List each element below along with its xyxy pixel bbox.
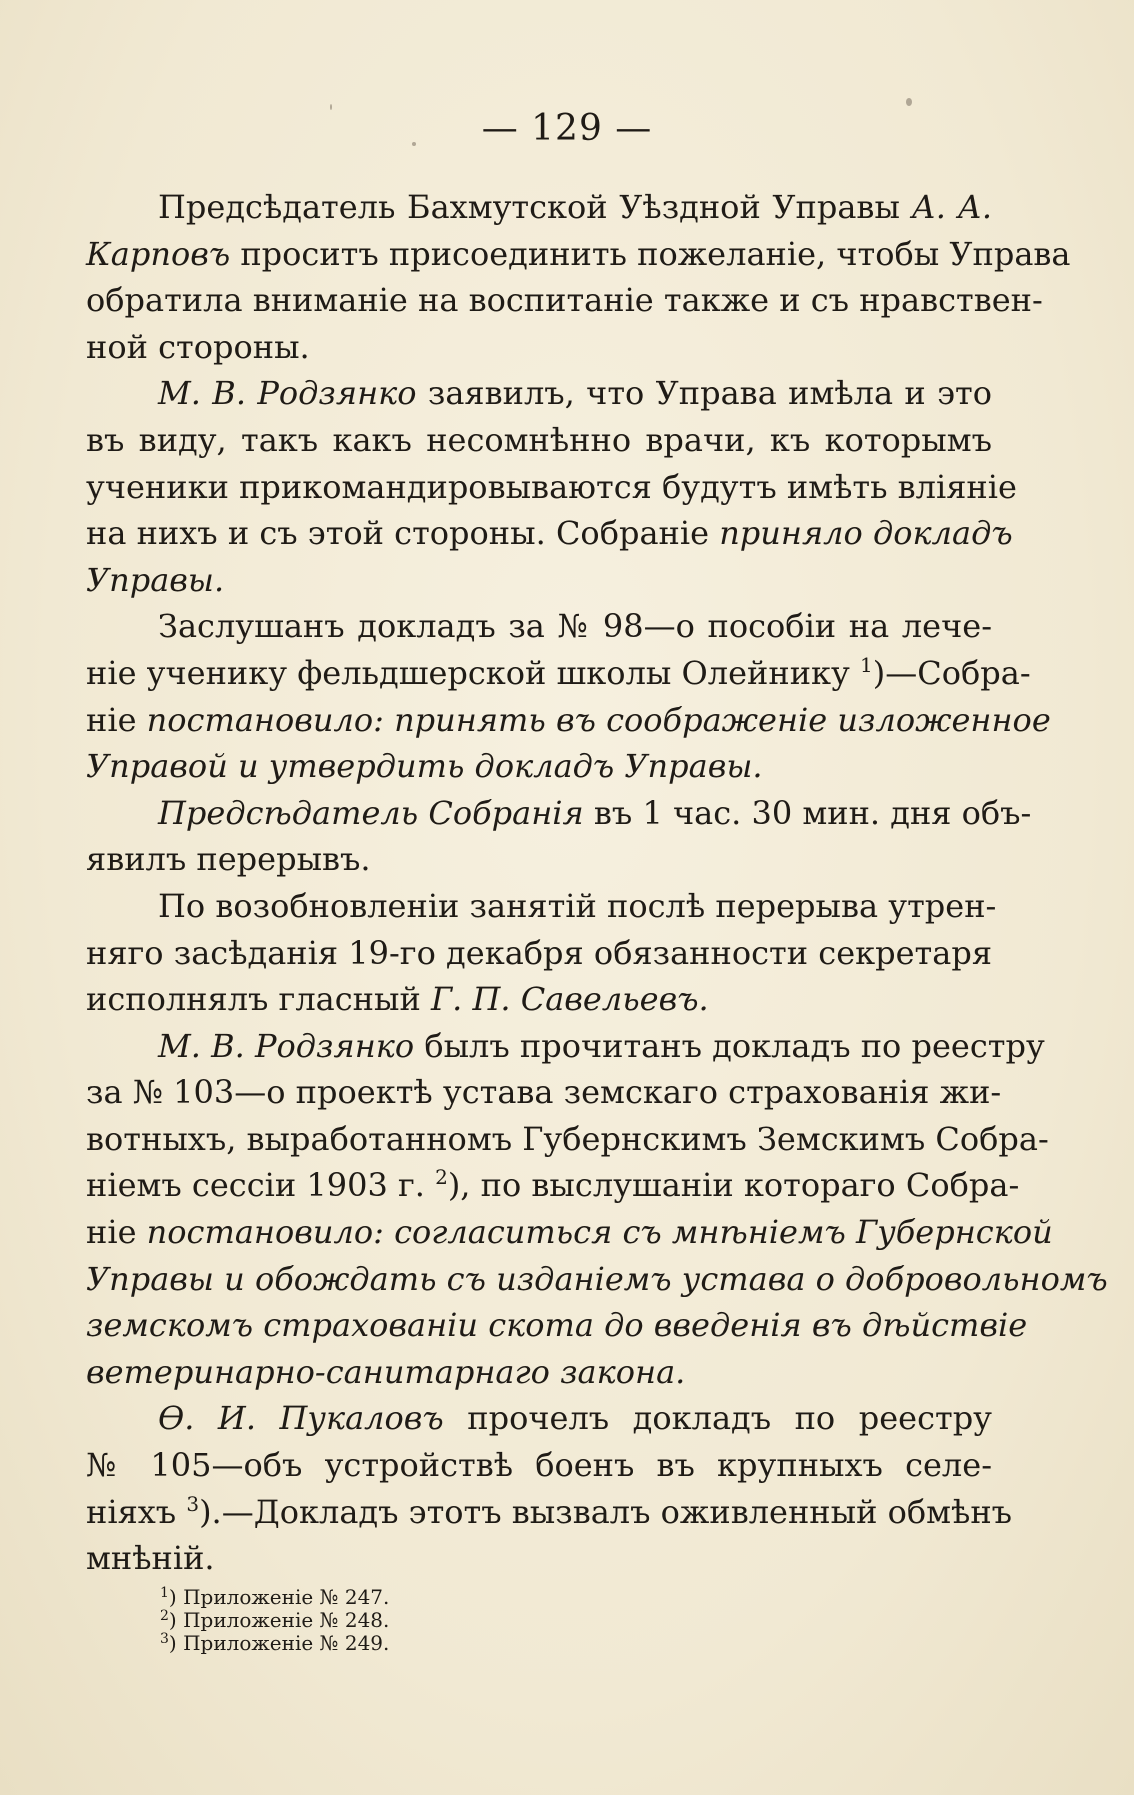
- paper-speck: [412, 142, 416, 146]
- text-run: на нихъ и съ этой стороны. Собраніе: [86, 514, 720, 553]
- italic-text-run: Управой и утвердить докладъ Управы.: [86, 747, 763, 786]
- text-line: [86, 790, 1032, 837]
- text-line: [86, 1256, 1108, 1303]
- text-line: [86, 557, 992, 604]
- italic-text-run: А. А.: [911, 188, 993, 226]
- text-line: [86, 1489, 1012, 1536]
- footnote: [160, 1586, 389, 1609]
- footnote-text: ) Приложеніе № 248.: [168, 1608, 390, 1632]
- italic-text-run: Ѳ. И. Пукаловъ: [158, 1399, 444, 1438]
- text-line: [86, 883, 997, 930]
- text-line: [86, 464, 1017, 511]
- italic-text-run: М. В. Родзянко: [158, 374, 417, 413]
- text-line: [86, 324, 992, 371]
- paragraph: [86, 603, 1051, 789]
- footnote: [160, 1632, 389, 1655]
- text-run: няго засѣданія 19-го декабря обязанности секретаря: [86, 933, 992, 972]
- text-line: [86, 836, 992, 883]
- text-line: [86, 1395, 992, 1442]
- text-run: )—Собра-: [872, 653, 1031, 692]
- footnote-mark: 1: [160, 1585, 169, 1601]
- footnote-reference: 1: [860, 652, 873, 677]
- paper-speck: [330, 104, 332, 110]
- paper-speck: [906, 98, 912, 106]
- text-run: проситъ присоединить пожеланіе, чтобы Управа: [230, 234, 1071, 273]
- text-run: Заслушанъ докладъ за № 98—о пособіи на лече-: [158, 607, 992, 646]
- text-line: [86, 1535, 992, 1582]
- text-run: заявилъ, что Управа имѣла и это: [416, 374, 993, 413]
- text-run: ной стороны.: [86, 327, 310, 366]
- italic-text-run: приняло докладъ: [719, 514, 1013, 553]
- text-run: ученики прикомандировываются будутъ имѣть вліяніе: [86, 467, 1017, 506]
- text-run: въ 1 час. 30 мин. дня объ-: [583, 793, 1032, 832]
- text-line: [86, 1116, 1049, 1163]
- text-run: исполнялъ гласный: [86, 980, 431, 1019]
- footnote-mark: 3: [160, 1631, 169, 1647]
- text-line: [86, 697, 1051, 744]
- text-run: Предсѣдатель Бахмутской Уѣздной Управы: [158, 188, 912, 226]
- text-run: обратила вниманіе на воспитаніе также и съ нравствен-: [86, 281, 1043, 320]
- text-run: явилъ перерывъ.: [86, 840, 371, 879]
- text-run: въ виду, такъ какъ несомнѣнно врачи, къ которымъ: [86, 420, 992, 459]
- text-run: мнѣній.: [86, 1539, 215, 1578]
- text-line: [86, 370, 992, 417]
- text-run: вотныхъ, выработанномъ Губернскимъ Земскимъ Собра-: [86, 1119, 1049, 1158]
- text-run: ), по выслушаніи котораго Собра-: [447, 1166, 1020, 1205]
- italic-text-run: постановило: принять въ соображеніе изложенное: [146, 700, 1051, 739]
- text-run: ніе: [86, 1213, 147, 1252]
- footnote-mark: 2: [160, 1608, 169, 1624]
- paragraph: [86, 184, 1071, 370]
- text-run: прочелъ докладъ по реестру: [443, 1399, 993, 1438]
- footnote-reference: 3: [186, 1491, 200, 1516]
- italic-text-run: М. В. Родзянко: [158, 1026, 415, 1065]
- text-run: ).—Докладъ этотъ вызвалъ оживленный обмѣнъ: [199, 1492, 1012, 1531]
- italic-text-run: Предсѣдатель Собранія: [158, 793, 584, 832]
- text-line: [86, 417, 992, 464]
- paragraph: [86, 1023, 1108, 1396]
- italic-text-run: ветеринарно-санитарнаго закона.: [86, 1352, 686, 1391]
- text-line: [86, 1209, 1053, 1256]
- paragraph: [86, 883, 997, 1023]
- text-run: ніяхъ: [86, 1492, 187, 1531]
- text-run: По возобновленіи занятій послѣ перерыва утрен-: [158, 886, 997, 925]
- text-line: [86, 930, 992, 977]
- footnote-reference: 2: [435, 1165, 448, 1190]
- paragraph: [86, 1395, 1012, 1581]
- text-line: [86, 1162, 1020, 1209]
- text-line: [86, 1302, 1028, 1349]
- footnotes: [160, 1586, 389, 1655]
- text-line: [86, 231, 1071, 278]
- text-line: [86, 184, 992, 231]
- text-run: ніе ученику фельдшерской школы Олейнику: [86, 653, 861, 692]
- italic-text-run: Г. П. Савельевъ.: [430, 980, 709, 1019]
- text-run: былъ прочитанъ докладъ по реестру: [414, 1026, 1045, 1065]
- body-text: [86, 184, 1108, 1582]
- text-line: [86, 603, 992, 650]
- text-run: ніе: [86, 700, 147, 739]
- text-line: [86, 650, 1031, 697]
- text-line: [86, 1442, 992, 1489]
- italic-text-run: постановило: согласиться съ мнѣніемъ Губернской: [146, 1213, 1053, 1252]
- paragraph: [86, 790, 1032, 883]
- text-run: ніемъ сессіи 1903 г.: [86, 1166, 436, 1205]
- text-line: [86, 743, 992, 790]
- paragraph: [86, 370, 1017, 603]
- text-run: за № 103—о проектѣ устава земскаго страхованія жи-: [86, 1073, 1002, 1112]
- footnote: [160, 1609, 389, 1632]
- text-line: [86, 277, 1043, 324]
- italic-text-run: Карповъ: [86, 234, 231, 273]
- italic-text-run: земскомъ страхованіи скота до введенія въ дѣйствіе: [86, 1306, 1028, 1345]
- page-number: — 129 —: [481, 108, 653, 149]
- italic-text-run: Управы.: [86, 560, 225, 599]
- text-line: [86, 1069, 1002, 1116]
- text-line: [86, 510, 1013, 557]
- text-line: [86, 976, 992, 1023]
- footnote-text: ) Приложеніе № 249.: [168, 1631, 390, 1655]
- footnote-text: ) Приложеніе № 247.: [168, 1585, 390, 1609]
- text-line: [86, 1023, 1045, 1070]
- italic-text-run: Управы и обождать съ изданіемъ устава о добровольномъ: [86, 1259, 1108, 1298]
- text-line: [86, 1349, 992, 1396]
- text-run: № 105—объ устройствѣ боенъ въ крупныхъ селе-: [86, 1446, 992, 1485]
